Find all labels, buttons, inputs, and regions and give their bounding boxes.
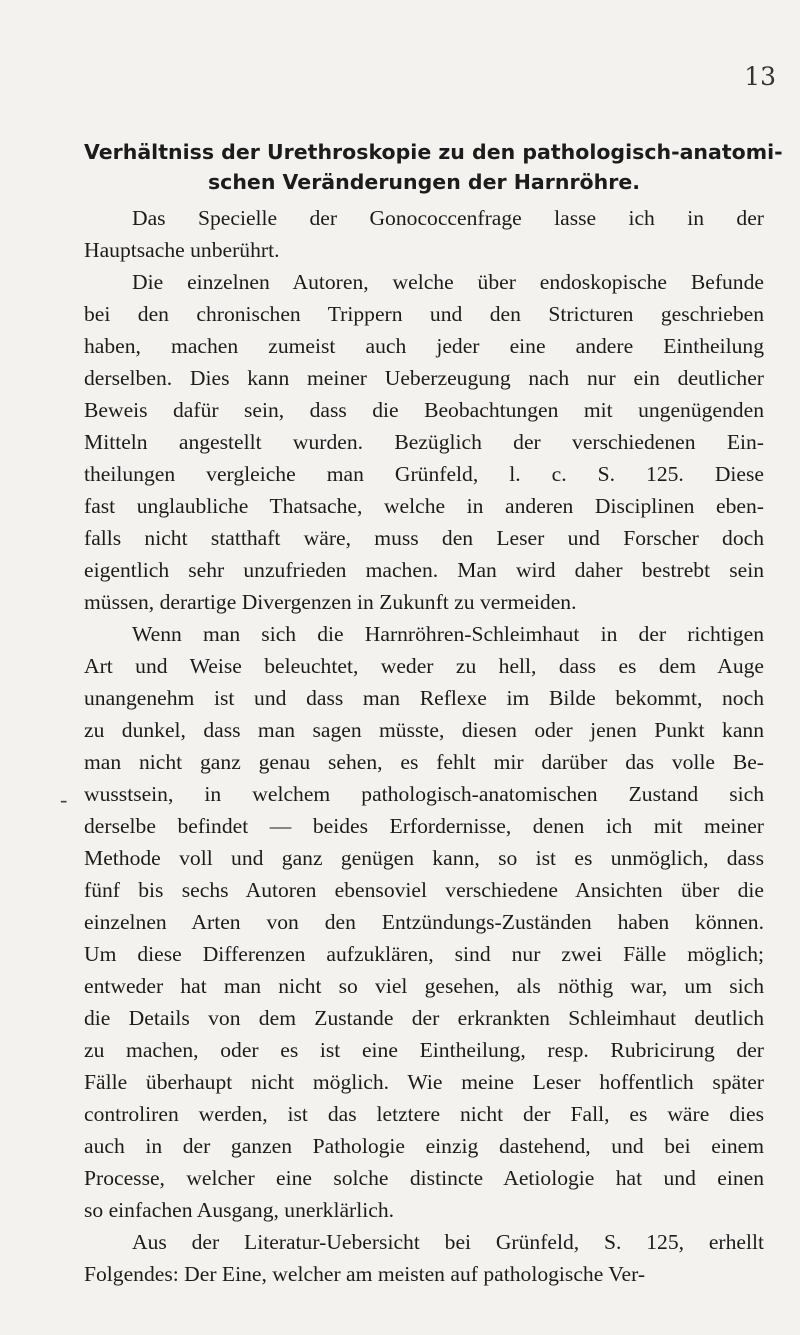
text-line: man nicht ganz genau sehen, es fehlt mir darüber das volle Be-: [84, 750, 764, 774]
paragraph: [84, 266, 764, 618]
text-line: so einfachen Ausgang, unerklärlich.: [84, 1198, 395, 1222]
section-heading-line-2: schen Veränderungen der Harnröhre.: [207, 170, 641, 194]
text-line: Die einzelnen Autoren, welche über endoskopische Befunde: [132, 270, 764, 294]
text-line: fast unglaubliche Thatsache, welche in anderen Disciplinen eben-: [84, 494, 764, 518]
text-line: Hauptsache unberührt.: [84, 238, 280, 262]
section-heading-line-1: Verhältniss der Urethroskopie zu den pathologisch-anatomi-: [84, 140, 783, 164]
text-line: eigentlich sehr unzufrieden machen. Man wird daher bestrebt sein: [84, 558, 764, 582]
text-line: bei den chronischen Trippern und den Stricturen geschrieben: [84, 302, 764, 326]
text-line: Art und Weise beleuchtet, weder zu hell, dass es dem Auge: [84, 654, 764, 678]
paragraph: [84, 618, 764, 1226]
section-heading: [84, 137, 783, 197]
text-line: die Details von dem Zustande der erkrankten Schleimhaut deutlich: [84, 1006, 764, 1030]
text-line: einzelnen Arten von den Entzündungs-Zuständen haben können.: [84, 910, 764, 934]
text-line: zu machen, oder es ist eine Eintheilung, resp. Rubricirung der: [84, 1038, 764, 1062]
text-line: Um diese Differenzen aufzuklären, sind nur zwei Fälle möglich;: [84, 942, 764, 966]
text-line: wusstsein, in welchem pathologisch-anatomischen Zustand sich: [84, 782, 764, 806]
text-line: derselben. Dies kann meiner Ueberzeugung nach nur ein deutlicher: [84, 366, 764, 390]
text-line: derselbe befindet — beides Erfordernisse, denen ich mit meiner: [84, 814, 764, 838]
text-line: theilungen vergleiche man Grünfeld, l. c. S. 125. Diese: [84, 462, 764, 486]
text-line: fünf bis sechs Autoren ebensoviel verschiedene Ansichten über die: [84, 878, 764, 902]
text-line: müssen, derartige Divergenzen in Zukunft zu vermeiden.: [84, 590, 577, 614]
paragraph: [84, 1226, 764, 1290]
text-line: unangenehm ist und dass man Reflexe im Bilde bekommt, noch: [84, 686, 764, 710]
text-line: haben, machen zumeist auch jeder eine andere Eintheilung: [84, 334, 764, 358]
text-line: falls nicht statthaft wäre, muss den Leser und Forscher doch: [84, 526, 764, 550]
text-line: Folgendes: Der Eine, welcher am meisten auf pathologische Ver-: [84, 1262, 646, 1286]
text-line: Mitteln angestellt wurden. Bezüglich der verschiedenen Ein-: [84, 430, 764, 454]
paragraph: [84, 202, 764, 266]
text-line: Das Specielle der Gonococcenfrage lasse ich in der: [132, 206, 764, 230]
body-text: [84, 202, 764, 1290]
text-line: Wenn man sich die Harnröhren-Schleimhaut in der richtigen: [132, 622, 764, 646]
text-line: Processe, welcher eine solche distincte Aetiologie hat und einen: [84, 1166, 764, 1190]
text-line: Beweis dafür sein, dass die Beobachtungen mit ungenügenden: [84, 398, 764, 422]
text-line: entweder hat man nicht so viel gesehen, als nöthig war, um sich: [84, 974, 764, 998]
page-number: 13: [744, 62, 776, 91]
text-line: Aus der Literatur-Uebersicht bei Grünfeld, S. 125, erhellt: [132, 1230, 764, 1254]
text-line: Methode voll und ganz genügen kann, so ist es unmöglich, dass: [84, 846, 764, 870]
margin-mark: -: [60, 787, 68, 812]
text-line: controliren werden, ist das letztere nicht der Fall, es wäre dies: [84, 1102, 764, 1126]
text-line: auch in der ganzen Pathologie einzig dastehend, und bei einem: [84, 1134, 764, 1158]
text-line: zu dunkel, dass man sagen müsste, diesen oder jenen Punkt kann: [84, 718, 764, 742]
text-line: Fälle überhaupt nicht möglich. Wie meine Leser hoffentlich später: [84, 1070, 764, 1094]
